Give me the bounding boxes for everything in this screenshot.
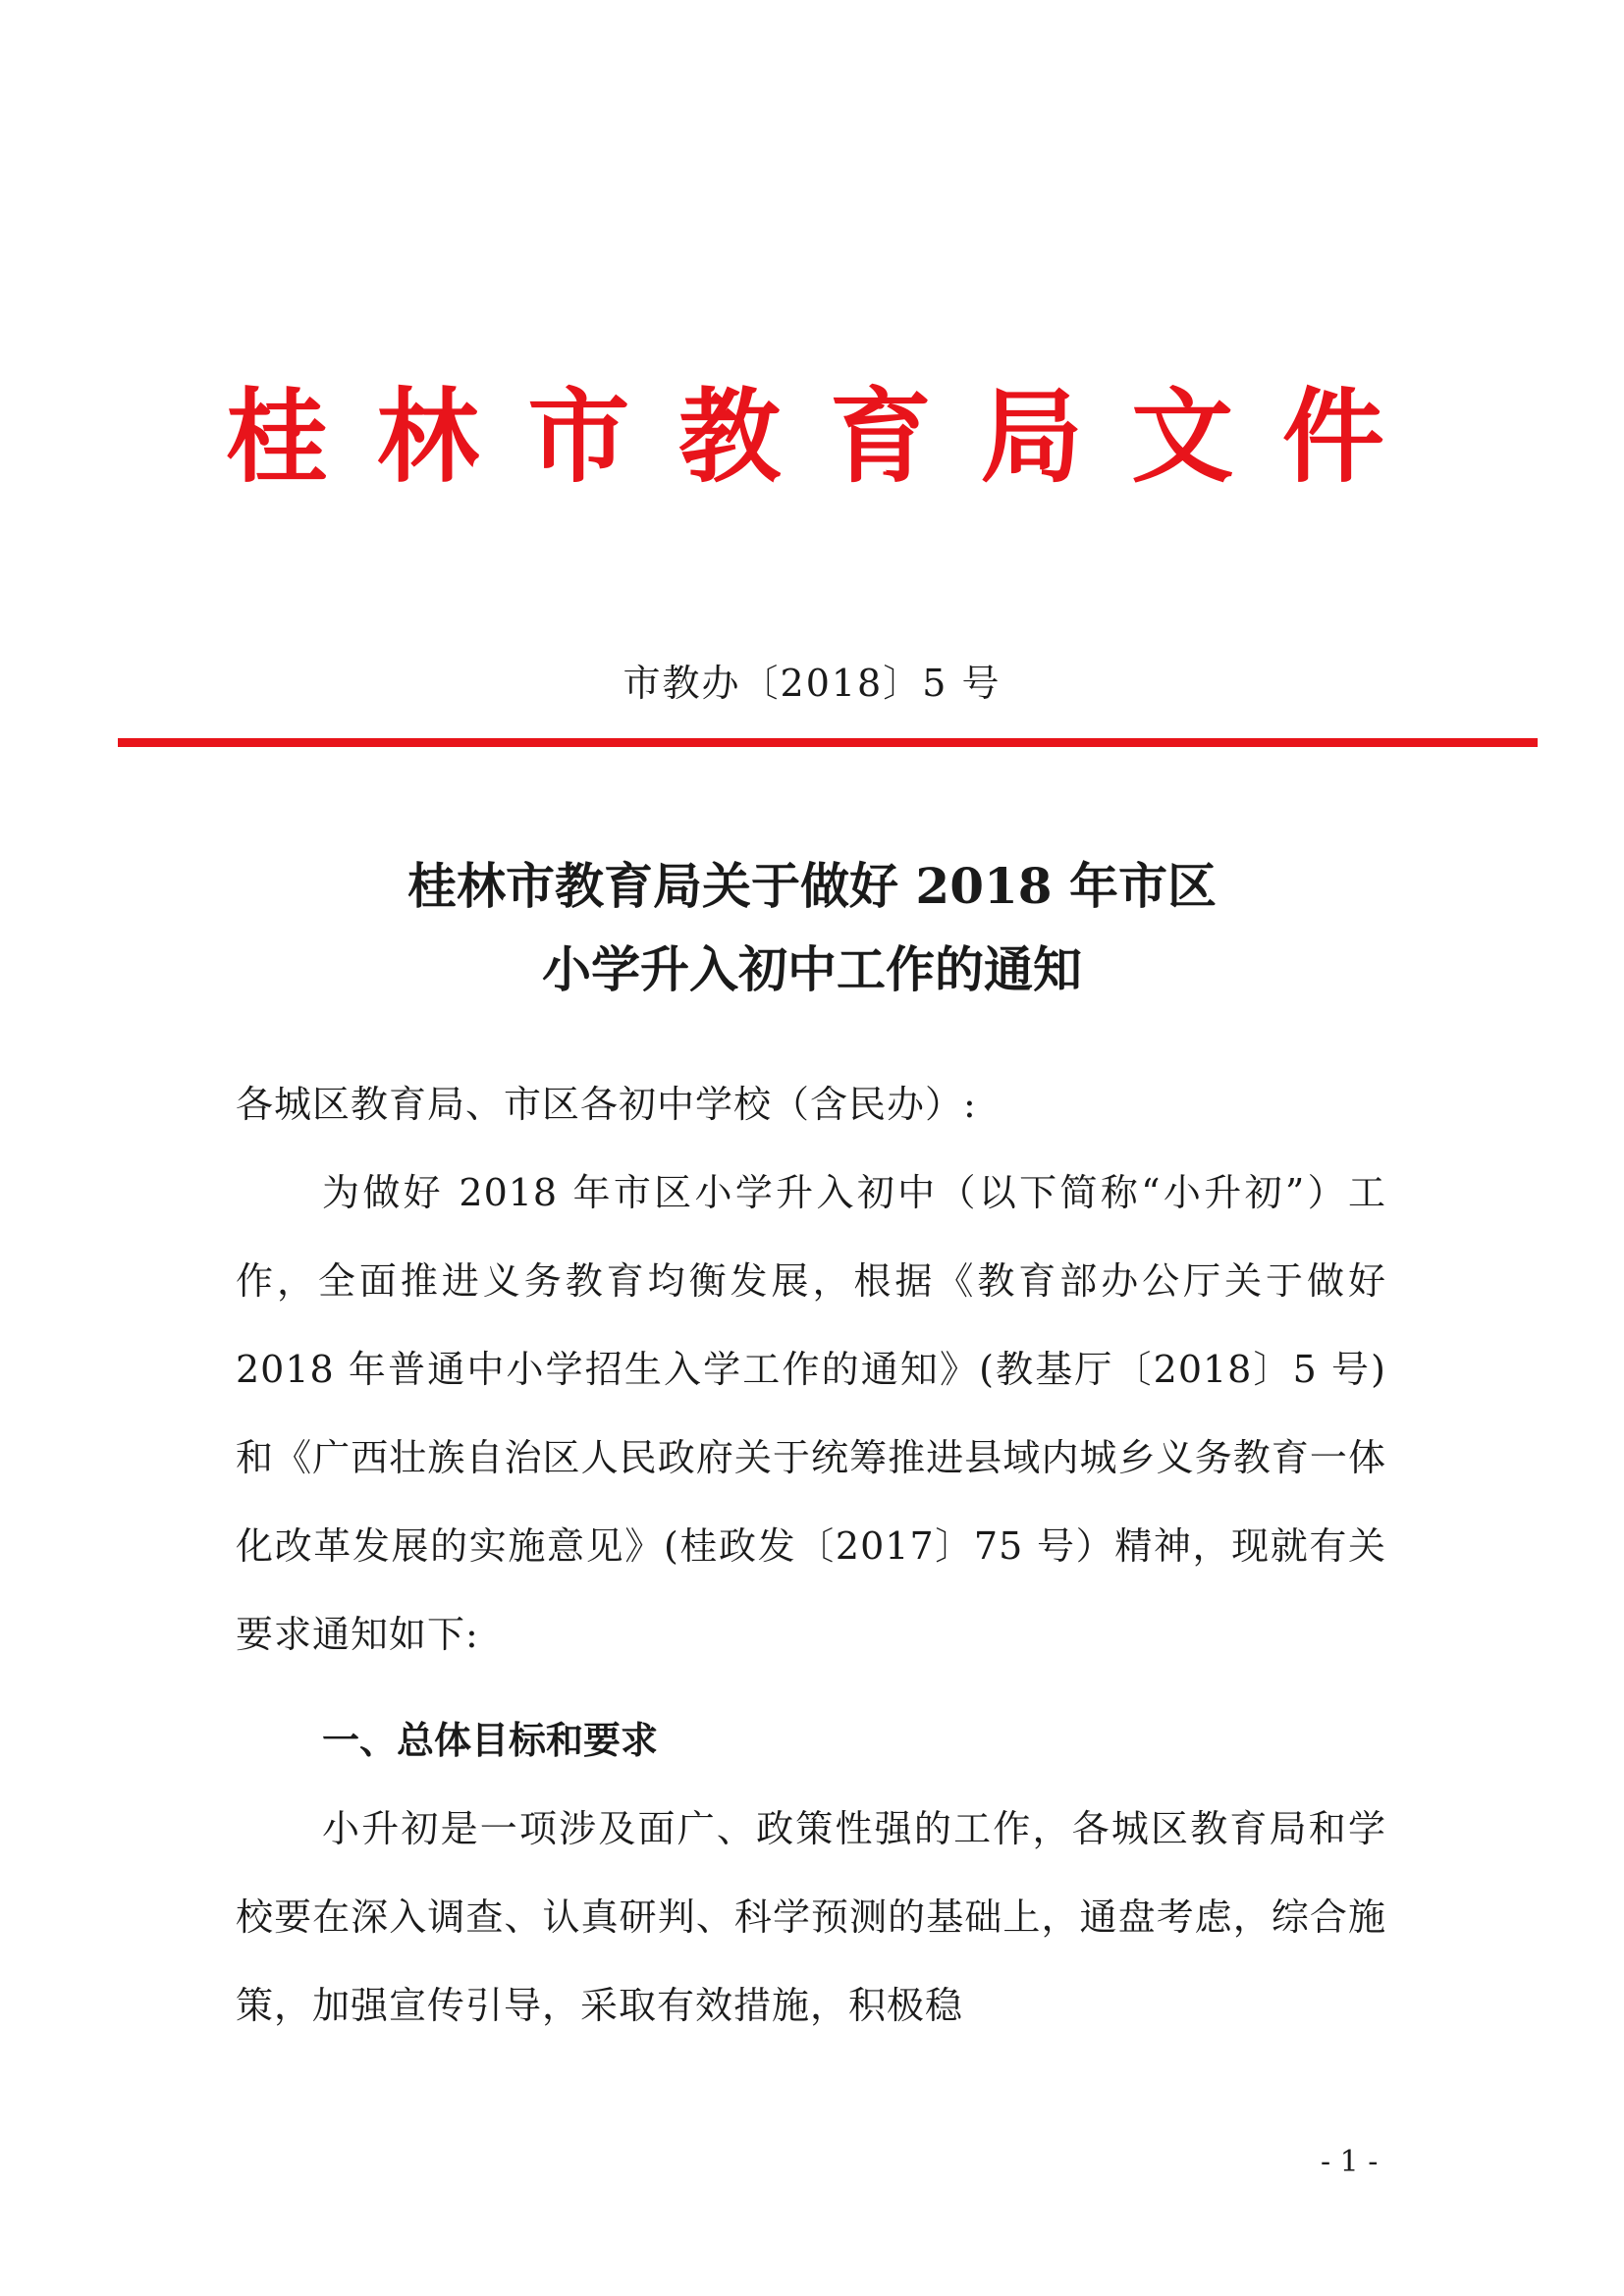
addressee: 各城区教育局、市区各初中学校（含民办）: bbox=[236, 1083, 977, 1126]
intro-paragraph: 为做好 2018 年市区小学升入初中（以下简称“小升初”）工作，全面推进义务教育均衡发展，根据《教育部办公厅关于做好 2018 年普通中小学招生入学工作的通知》(教基厅〔2018〕5 号)和《广西壮族自治区人民政府关于统筹推进县域内城乡义务教育一体化改革发展的实施意见》(桂政发〔2017〕75 号）精神，现就有关要求通知如下: bbox=[236, 1171, 1386, 1656]
document-header-title bbox=[226, 368, 1384, 506]
header-char: 市 bbox=[527, 377, 630, 497]
header-char: 件 bbox=[1281, 377, 1384, 497]
notice-title-line-2: 小学升入初中工作的通知 bbox=[542, 940, 1082, 998]
section-heading-1: 一、总体目标和要求 bbox=[322, 1719, 659, 1762]
header-char: 林 bbox=[376, 377, 479, 497]
document-number: 市教办〔2018〕5 号 bbox=[623, 662, 1001, 705]
red-divider-line bbox=[118, 738, 1538, 747]
header-char: 桂 bbox=[226, 377, 329, 497]
page-number: - 1 - bbox=[1321, 2145, 1379, 2179]
header-char: 育 bbox=[829, 377, 932, 497]
section-1-paragraph: 小升初是一项涉及面广、政策性强的工作，各城区教育局和学校要在深入调查、认真研判、科学预测的基础上，通盘考虑，综合施策，加强宣传引导，采取有效措施，积极稳 bbox=[236, 1807, 1386, 2027]
header-char: 局 bbox=[980, 377, 1083, 497]
header-char: 文 bbox=[1131, 377, 1234, 497]
notice-title-line-1: 桂林市教育局关于做好 2018 年市区 bbox=[407, 857, 1217, 915]
header-char: 教 bbox=[678, 377, 782, 497]
